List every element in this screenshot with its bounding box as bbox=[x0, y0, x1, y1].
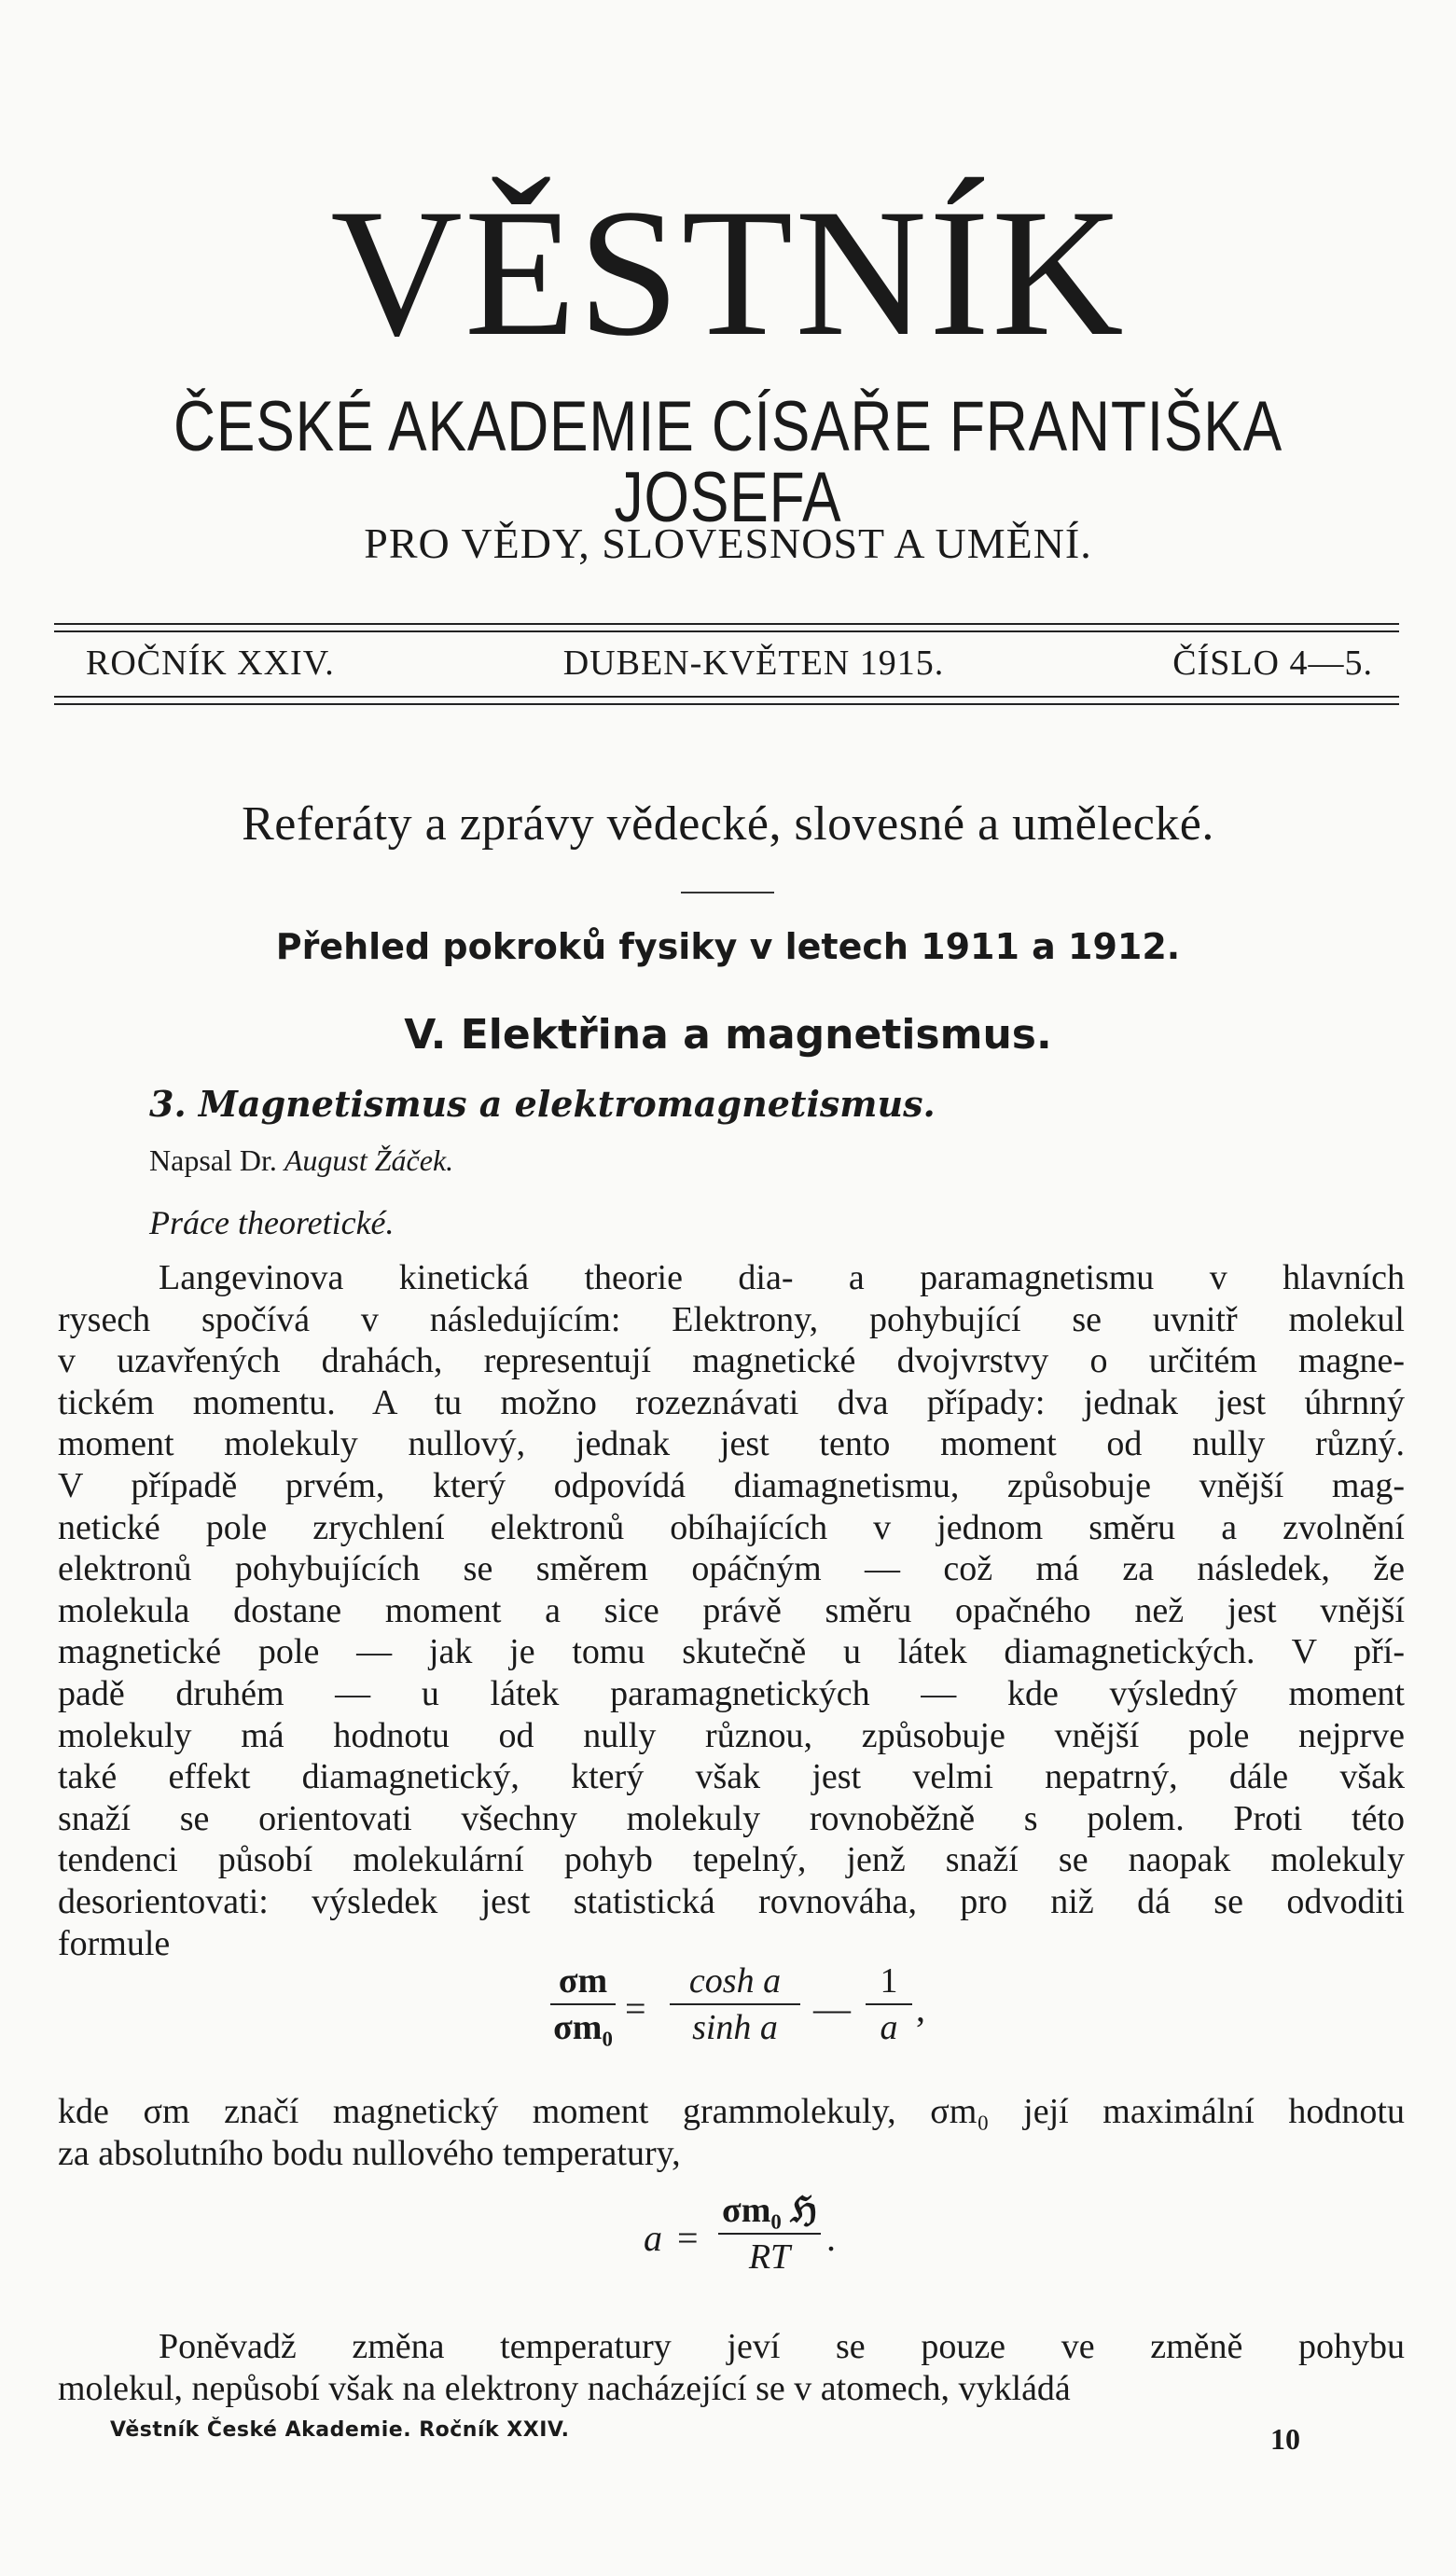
issue-number: ČÍSLO 4—5. bbox=[1172, 644, 1373, 683]
formula1-lhs-den: σm₀ bbox=[553, 2008, 613, 2047]
bottom-rule bbox=[54, 696, 1399, 698]
journal-subtitle: ČESKÉ AKADEMIE CÍSAŘE FRANTIŠKA JOSEFA bbox=[173, 387, 1283, 537]
fraction-bar bbox=[550, 2003, 616, 2005]
formula2-equals: = bbox=[677, 2217, 699, 2259]
footer-journal: Věstník České Akademie. Ročník XXIV. bbox=[110, 2418, 570, 2442]
text-line: padě druhém — u látek paramagnetických — kde výsledný moment bbox=[58, 1674, 1405, 1713]
text-line: molekula dostane moment a sice právě směru opačného než jest vnější bbox=[58, 1590, 1405, 1630]
page-number: 10 bbox=[1270, 2422, 1300, 2456]
fraction-bar bbox=[670, 2003, 800, 2005]
text-line: Langevinova kinetická theorie dia- a paramagnetismu v hlavních bbox=[159, 1258, 1405, 1297]
text-line: desorientovati: výsledek jest statistická rovnováha, pro niž dá se odvoditi bbox=[58, 1882, 1405, 1921]
journal-subtitle-2: PRO VĚDY, SLOVESNOST A UMĚNÍ. bbox=[364, 519, 1092, 567]
formula1-lhs-num: σm bbox=[558, 1961, 608, 2001]
text-line: moment molekuly nullový, jednak jest tento moment od nully různý. bbox=[58, 1424, 1405, 1464]
formula1-frac2-den: a bbox=[880, 2008, 898, 2047]
text-line: elektronů pohybujících se směrem opáčným — což má za následek, že bbox=[58, 1549, 1405, 1589]
text-line: také effekt diamagnetický, který však jest velmi nepatrný, dále však bbox=[58, 1757, 1405, 1797]
formula2-den: RT bbox=[748, 2237, 791, 2277]
text-line: formule bbox=[58, 1923, 171, 1963]
text-line: tickém momentu. A tu možno rozeznávati dva případy: jednak jest úhrnný bbox=[58, 1382, 1405, 1422]
overview-title: Přehled pokroků fysiky v letech 1911 a 1912. bbox=[275, 926, 1181, 967]
issue-info-row bbox=[86, 645, 1373, 681]
top-rule bbox=[54, 623, 1399, 625]
formula2-lhs: a bbox=[644, 2217, 662, 2259]
text-line: rysech spočívá v následujícím: Elektrony, pohybující se uvnitř molekul bbox=[58, 1299, 1405, 1339]
issue-volume: ROČNÍK XXIV. bbox=[86, 644, 335, 683]
formula1-second-fraction bbox=[866, 1960, 912, 2048]
text-line: za absolutního bodu nullového temperatury, bbox=[58, 2133, 681, 2173]
category-heading: Práce theoretické. bbox=[149, 1204, 395, 1241]
text-line: tendenci působí molekulární pohyb tepelný, jenž snaží se naopak molekuly bbox=[58, 1840, 1405, 1880]
text-line: netické pole zrychlení elektronů obíhajících v jednom směru a zvolnění bbox=[58, 1507, 1405, 1547]
text-line: snaží se orientovati všechny molekuly rovnoběžně s polem. Proti této bbox=[58, 1798, 1405, 1838]
text-line: V případě prvém, který odpovídá diamagnetismu, způsobuje vnější mag- bbox=[58, 1466, 1405, 1505]
formula1-lhs-fraction bbox=[550, 1960, 616, 2048]
author-prefix: Napsal Dr. bbox=[149, 1143, 284, 1177]
fraction-bar bbox=[718, 2233, 821, 2235]
text-line: molekul, nepůsobí však na elektrony nacházející se v atomech, vykládá bbox=[58, 2368, 1071, 2408]
formula2-fraction bbox=[718, 2190, 821, 2278]
fraction-bar bbox=[866, 2003, 912, 2005]
formula1-rhs-num: cosh a bbox=[688, 1961, 782, 2001]
text-line: kde σm značí magnetický moment grammolekuly, σm₀ její maximální hodnotu bbox=[58, 2092, 1405, 2131]
formula2-num: σm₀ ℌ bbox=[722, 2191, 817, 2230]
formula2-period: . bbox=[826, 2217, 836, 2259]
author-name: August Žáček. bbox=[284, 1143, 454, 1177]
author-line bbox=[149, 1145, 453, 1175]
bottom-rule-2 bbox=[54, 703, 1399, 705]
formula1-equals: = bbox=[625, 1987, 646, 2029]
text-line: v uzavřených drahách, representují magnetické dvojvrstvy o určitém magne- bbox=[58, 1341, 1405, 1381]
section-divider bbox=[681, 892, 774, 893]
formula1-comma: , bbox=[916, 1987, 925, 2029]
formula1-rhs-fraction bbox=[670, 1960, 800, 2048]
journal-title: VĚSTNÍK bbox=[330, 172, 1126, 374]
text-line: magnetické pole — jak je tomu skutečně u látek diamagnetických. V pří- bbox=[58, 1632, 1405, 1672]
formula1-frac2-num: 1 bbox=[880, 1961, 898, 2001]
formula-a-definition bbox=[644, 2190, 867, 2292]
top-rule-2 bbox=[54, 630, 1399, 632]
text-line: Poněvadž změna temperatury jeví se pouze ve změně pohybu bbox=[159, 2327, 1405, 2366]
formula1-minus: — bbox=[813, 1987, 851, 2029]
section-heading: Referáty a zprávy vědecké, slovesné a umělecké. bbox=[242, 797, 1214, 851]
formula1-rhs-den: sinh a bbox=[692, 2008, 778, 2047]
formula-magnetic-moment bbox=[550, 1960, 979, 2063]
issue-date: DUBEN-KVĚTEN 1915. bbox=[562, 644, 945, 683]
subsection-title: 3. Magnetismus a elektromagnetismus. bbox=[149, 1083, 936, 1125]
text-line: molekuly má hodnotu od nully různou, způsobuje vnější pole nejprve bbox=[58, 1715, 1405, 1755]
chapter-title: V. Elektřina a magnetismus. bbox=[404, 1011, 1052, 1059]
